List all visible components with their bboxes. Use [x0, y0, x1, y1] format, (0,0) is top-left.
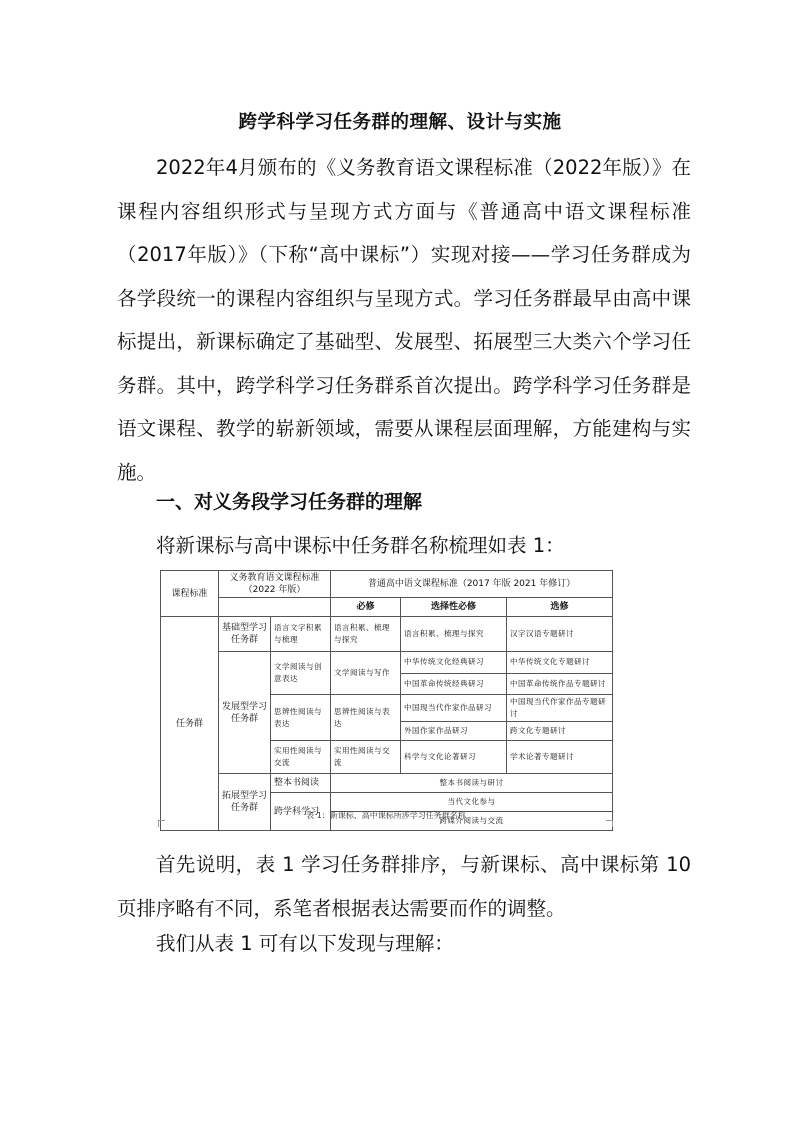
header-compulsory: 义务教育语文课程标准 （2022 年版） [219, 571, 331, 598]
table-intro-text: 将新课标与高中课标中任务群名称梳理如表 1： [156, 534, 565, 557]
cell: 文学阅读与创意表达 [271, 652, 331, 695]
cell: 跨媒介阅读与交流 [331, 812, 613, 831]
page-title: 跨学科学习任务群的理解、设计与实施 [238, 112, 562, 133]
header-required: 必修 [331, 598, 401, 617]
cell: 语言积累、梳理与探究 [401, 617, 507, 652]
cell: 中华传统文化专题研讨 [507, 652, 613, 674]
paragraph-intro: 2022年4月颁布的《义务教育语文课程标准（2022年版）》在课程内容组织形式与呈现方式方面与《普通高中语文课程标准（2017年版）》（下称“高中课标”）实现对接——学习任务群成为各学段统一的课程内容组织与呈现方式。学习任务群最早由高中课标提出，新课标确定了基础型、发展型、拓展型三大类六个学习任务群。其中，跨学科学习任务群系首次提出。跨学科学习任务群是语文课程、教学的崭新领域，需要从课程层面理解，方能建构与实施。 [117, 156, 691, 484]
table-caption: 表 1：新课标、高中课标所涉学习任务群名称 [306, 811, 466, 820]
cell: 汉字汉语专题研讨 [507, 617, 613, 652]
cell: 思辨性阅读与表达 [331, 695, 401, 741]
cell: 跨学科学习 [271, 793, 331, 831]
cell: 中国革命传统作品专题研讨 [507, 673, 613, 695]
header-selective: 选择性必修 [401, 598, 507, 617]
cell: 实用性阅读与交流 [271, 741, 331, 774]
cell: 整本书阅读 [271, 774, 331, 793]
category-extend: 拓展型学习任务群 [219, 774, 271, 831]
cell: 当代文化参与 [331, 793, 613, 812]
cell: 思辨性阅读与表达 [271, 695, 331, 741]
header-high-school: 普通高中语文课程标准（2017 年版 2021 年修订） [331, 571, 613, 598]
cell: 外国作家作品研习 [401, 722, 507, 741]
cell: 文学阅读与写作 [331, 652, 401, 695]
task-group-table [160, 570, 613, 831]
paragraph-note: 首先说明，表 1 学习任务群排序，与新课标、高中课标第 10 页排序略有不同，系笔者根据表达需要而作的调整。 [117, 853, 691, 920]
cell: 实用性阅读与交流 [331, 741, 401, 774]
cell: 学术论著专题研讨 [507, 741, 613, 774]
corner-mark [606, 820, 613, 827]
corner-mark [158, 820, 165, 827]
header-standard: 课程标准 [161, 571, 219, 617]
cell: 整本书阅读与研讨 [331, 774, 613, 793]
cell: 中华传统文化经典研习 [401, 652, 507, 674]
section-heading: 一、对义务段学习任务群的理解 [156, 491, 423, 513]
cell: 语言积累、梳理与探究 [331, 617, 401, 652]
task-group-label: 任务群 [161, 617, 219, 831]
cell: 科学与文化论著研习 [401, 741, 507, 774]
category-basic: 基础型学习任务群 [219, 617, 271, 652]
cell: 中国革命传统经典研习 [401, 673, 507, 695]
cell: 中国现当代作家作品专题研讨 [507, 695, 613, 722]
cell: 语言文字积累与梳理 [271, 617, 331, 652]
paragraph-findings: 我们从表 1 可有以下发现与理解： [156, 932, 454, 955]
cell: 中国现当代作家作品研习 [401, 695, 507, 722]
category-develop: 发展型学习任务群 [219, 652, 271, 774]
header-elective: 选修 [507, 598, 613, 617]
cell: 跨文化专题研讨 [507, 722, 613, 741]
